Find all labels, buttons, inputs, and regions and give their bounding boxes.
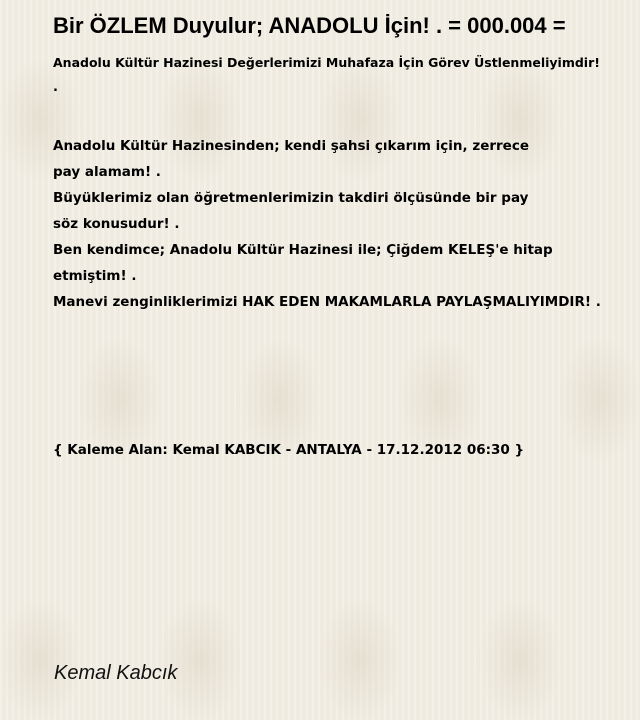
body-line-7: Manevi zenginliklerimizi HAK EDEN MAKAMLARLA PAYLAŞMALIYIMDIR! .: [53, 294, 601, 310]
subtitle: Anadolu Kültür Hazinesi Değerlerimizi Muhafaza İçin Görev Üstlenmeliyimdir!: [53, 55, 600, 70]
body-text: [53, 133, 601, 315]
page-title: Bir ÖZLEM Duyulur; ANADOLU İçin! . = 000.004 =: [53, 13, 566, 38]
body-line-6: etmiştim! .: [53, 268, 137, 284]
body-line-5: Ben kendimce; Anadolu Kültür Hazinesi ile; Çiğdem KELEŞ'e hitap: [53, 242, 553, 258]
body-line-4: söz konusudur! .: [53, 216, 180, 232]
attribution: { Kaleme Alan: Kemal KABCIK - ANTALYA - 17.12.2012 06:30 }: [53, 442, 525, 458]
body-line-1: Anadolu Kültür Hazinesinden; kendi şahsi çıkarım için, zerrece: [53, 138, 529, 154]
signature: Kemal Kabcık: [54, 662, 178, 684]
body-line-2: pay alamam! .: [53, 164, 161, 180]
subtitle-dot: .: [53, 80, 58, 95]
body-line-3: Büyüklerimiz olan öğretmenlerimizin takdiri ölçüsünde bir pay: [53, 190, 529, 206]
